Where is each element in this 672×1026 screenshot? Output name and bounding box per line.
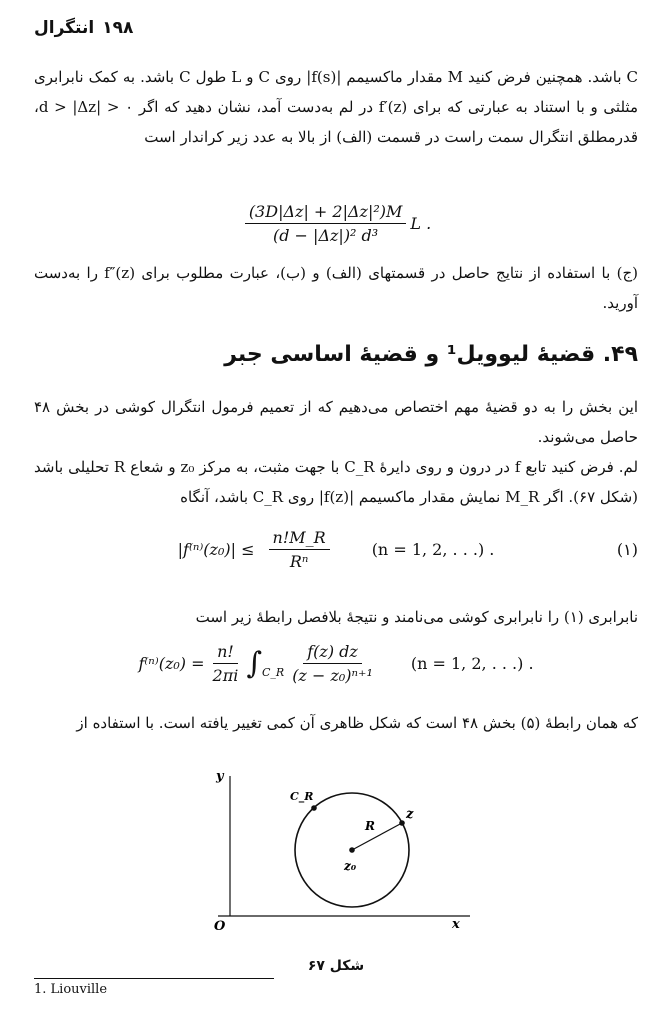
cauchy-numerator: n!M_R xyxy=(269,528,330,550)
figure-67 xyxy=(200,768,490,948)
integral-subscript: C_R xyxy=(261,666,285,679)
x-axis-label: x xyxy=(452,917,460,932)
label-CR: C_R xyxy=(290,790,314,803)
formula-numerator-1: n! xyxy=(213,642,238,664)
point-on-CR xyxy=(311,805,317,811)
bound-denominator: (d − |Δz|)² d³ xyxy=(272,226,379,245)
paragraph-4: لم. فرض کنید تابع f در درون و روی دایرهٔ C_R با جهت مثبت، به مرکز z₀ و شعاع R تحلیلی باشد (شکل ۶۷). اگر M_R نمایش مقدار ماکسیمم |f(z)| روی C_R باشد، آنگاه xyxy=(34,458,639,506)
cauchy-range: (n = 1, 2, . . .) . xyxy=(371,540,495,559)
origin-label: O xyxy=(214,919,226,934)
formula-fraction-2 xyxy=(288,642,377,685)
bound-tail: L . xyxy=(410,214,432,233)
radius-line xyxy=(352,823,402,850)
label-z0: z₀ xyxy=(344,859,357,873)
page-header xyxy=(34,14,638,42)
cauchy-denominator: Rⁿ xyxy=(289,552,309,571)
cauchy-inequality xyxy=(34,528,638,576)
formula-range: (n = 1, 2, . . .) . xyxy=(410,654,534,673)
bound-equation xyxy=(34,202,638,245)
paragraph-1: C باشد. همچنین فرض کنید M مقدار ماکسیمم |f(s)| روی C و L طول C باشد. به کمک نابرابری مثلثی و با استناد به عبارتی که برای f′(z) در لم به‌دست آمد، نشان دهید که اگر d > |Δz| > ۰، قدرمطلق انتگرال سمت راست در قسمت (الف) از بالا به عدد زیر کراندار است xyxy=(34,68,639,146)
bound-numerator: (3D|Δz| + 2|Δz|²)M xyxy=(245,202,407,224)
footnote-rule xyxy=(34,978,274,979)
figure-caption: شکل ۶۷ xyxy=(307,958,365,974)
equation-number-1: (۱) xyxy=(616,540,638,559)
cauchy-lhs: |f⁽ⁿ⁾(z₀)| ≤ xyxy=(177,540,255,559)
footnote: 1. Liouville xyxy=(34,982,108,997)
bound-fraction xyxy=(245,202,407,245)
cauchy-integral-formula xyxy=(34,642,638,685)
formula-denominator-2: (z − z₀)ⁿ⁺¹ xyxy=(292,666,373,685)
formula-denominator-1: 2πi xyxy=(212,666,239,685)
section-title: ۴۹. قضیهٔ لیوویل¹ و قضیهٔ اساسی جبر xyxy=(224,342,638,367)
paragraph-3: این بخش را به دو قضیهٔ مهم اختصاص می‌دهیم که از تعمیم فرمول انتگرال کوشی در بخش ۴۸ حاصل می‌شوند. xyxy=(34,398,638,446)
integral-sign: ∫ xyxy=(246,646,262,681)
chapter-title: انتگرال xyxy=(34,18,95,38)
formula-fraction-1 xyxy=(209,642,243,685)
integral-sign-group xyxy=(246,646,284,681)
formula-numerator-2: f(z) dz xyxy=(303,642,362,664)
paragraph-2: (ج) با استفاده از نتایج حاصل در قسمتهای (الف) و (ب)، عبارت مطلوب برای f″(z) را به‌دست آورید. xyxy=(34,264,638,312)
label-z: z xyxy=(406,807,414,822)
y-axis-label: y xyxy=(216,769,224,784)
page-number: ۱۹۸ xyxy=(102,18,134,38)
paragraph-6: که همان رابطهٔ (۵) بخش ۴۸ است که شکل ظاهری آن کمی تغییر یافته است. با استفاده از xyxy=(76,714,638,732)
cauchy-fraction xyxy=(269,528,330,571)
label-R: R xyxy=(365,819,375,833)
formula-lhs: f⁽ⁿ⁾(z₀) = xyxy=(138,654,205,673)
paragraph-5: نابرابری (۱) را نابرابری کوشی می‌نامند و نتیجهٔ بلافصل رابطهٔ زیر است xyxy=(195,608,638,626)
